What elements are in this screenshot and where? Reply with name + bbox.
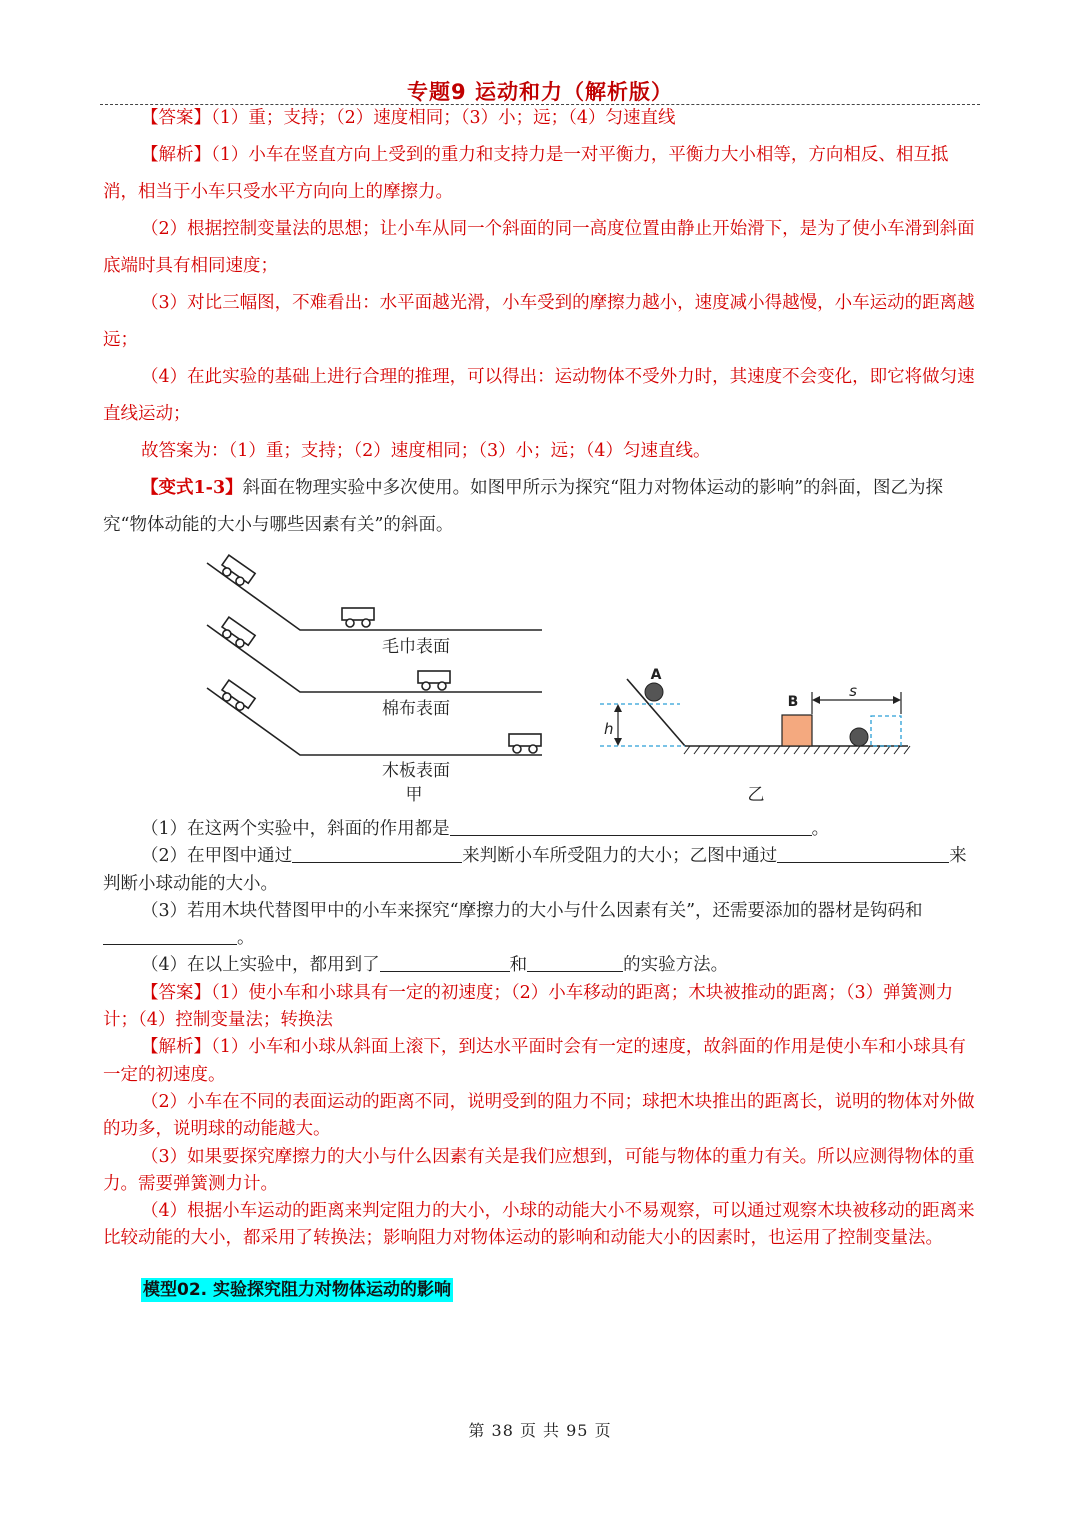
prev-analysis-tag: 【解析】: [141, 145, 211, 165]
question-2-text: （2）在甲图中通过: [141, 846, 293, 867]
question-2-middle: 来判断小车所受阻力的大小；乙图中通过: [462, 846, 778, 867]
prev-answer-text: （1）重；支持；（2）速度相同；（3）小；远；（4）匀速直线: [211, 108, 676, 128]
prev-final-answer: 故答案为：（1）重；支持；（2）速度相同；（3）小；远；（4）匀速直线。: [141, 441, 711, 461]
prev-analysis-p2: （2）根据控制变量法的思想；让小车从同一个斜面的同一高度位置由静止开始滑下，是为了使小车滑到斜面底端时具有相同速度；: [103, 219, 975, 276]
analysis-p2: （2）小车在不同的表面运动的距离不同，说明受到的阻力不同；球把木块推出的距离长，说明的物体对外做的功多，说明球的动能越大。: [103, 1091, 975, 1140]
question-2: [103, 843, 978, 898]
cart-icon: [218, 555, 255, 589]
block-b: [782, 715, 812, 746]
answer-text: （1）使小车和小球具有一定的初速度；（2）小车移动的距离；木块被推动的距离；（3）弹簧测力计；（4）控制变量法；转换法: [103, 982, 954, 1031]
ramp-cotton: [207, 625, 542, 692]
analysis-p1-text: （1）小车和小球从斜面上滚下，到达水平面时会有一定的速度，故斜面的作用是使小车和小球具有一定的初速度。: [103, 1037, 966, 1085]
analysis-p4: （4）根据小车运动的距离来判定阻力的大小，小球的动能大小不易观察，可以通过观察木块被移动的距离来比较动能的大小，都采用了转换法；影响阻力对物体运动的影响和动能大小的因素时，也运用了控制变量法。: [103, 1201, 975, 1249]
block-b-final: [871, 716, 901, 746]
surface-label-cotton: 棉布表面: [382, 699, 450, 719]
ramp-wood: [207, 688, 542, 755]
answer-tag: 【答案】: [141, 982, 211, 1003]
label-s: s: [849, 682, 857, 700]
ball: [850, 728, 868, 746]
prev-analysis-p1: [103, 137, 978, 211]
prev-analysis-p1-text: （1）小车在竖直方向上受到的重力和支持力是一对平衡力，平衡力大小相等，方向相反、相互抵消，相当于小车只受水平方向向上的摩擦力。: [103, 145, 949, 202]
question-1-text: （1）在这两个实验中，斜面的作用都是: [141, 819, 450, 839]
variant-stem-text: 斜面在物理实验中多次使用。如图甲所示为探究“阻力对物体运动的影响”的斜面，图乙为探究“物体动能的大小与哪些因素有关”的斜面。: [103, 478, 944, 535]
analysis-p1: [103, 1034, 978, 1089]
ball-a: [645, 683, 663, 701]
question-3: [103, 898, 978, 953]
prev-answer-tag: 【答案】: [141, 108, 211, 128]
question-2-end: 来判断小球动能的大小。: [103, 846, 967, 894]
question-4: [103, 952, 978, 979]
analysis-p3: （3）如果要探究摩擦力的大小与什么因素有关是我们应想到，可能与物体的重力有关。所以应测得物体的重力。需要弹簧测力计。: [103, 1146, 975, 1194]
model-heading: 模型02. 实验探究阻力对物体运动的影响: [143, 1280, 452, 1300]
prev-analysis-p3: （3）对比三幅图，不难看出：水平面越光滑，小车受到的摩擦力越小，速度减小得越慢，小车运动的距离越远；: [103, 293, 975, 350]
analysis-tag: 【解析】: [141, 1037, 211, 1058]
cart-icon: [218, 680, 255, 714]
surface-label-wood: 木板表面: [382, 761, 450, 781]
answer-blank[interactable]: [527, 953, 623, 972]
figure-caption-jia: 甲: [405, 785, 423, 805]
figure-jia: [207, 555, 542, 755]
page-title: 专题9 运动和力（解析版）: [407, 80, 673, 104]
answer-blank[interactable]: [450, 817, 812, 836]
page-footer: 第 38 页 共 95 页: [468, 1421, 612, 1440]
cart-icon: [218, 617, 255, 651]
prev-answer-line: [103, 100, 978, 137]
label-a: A: [650, 667, 662, 683]
label-b: B: [787, 694, 799, 710]
question-4-end: 的实验方法。: [623, 955, 729, 976]
experiment-figure: [0, 545, 1080, 810]
figure-yi: [600, 667, 910, 754]
figure-caption-yi: 乙: [747, 785, 765, 805]
question-1-end: 。: [811, 819, 830, 839]
question-3-end: 。: [237, 928, 255, 949]
question-4-middle: 和: [509, 955, 528, 976]
question-section: [103, 816, 978, 1253]
prev-answer-section: [103, 100, 978, 544]
question-4-text: （4）在以上实验中，都用到了: [141, 955, 380, 976]
surface-label-towel: 毛巾表面: [382, 637, 450, 657]
variant-tag: 【变式1-3】: [141, 478, 243, 498]
cart-icon: [509, 734, 541, 753]
prev-analysis-p4: （4）在此实验的基础上进行合理的推理，可以得出：运动物体不受外力时，其速度不会变化，即它将做匀速直线运动；: [103, 367, 975, 424]
cart-icon: [342, 608, 374, 627]
label-h: h: [604, 720, 614, 738]
question-3-text: （3）若用木块代替图甲中的小车来探究“摩擦力的大小与什么因素有关”，还需要添加的器材是钩码和: [141, 900, 923, 921]
ground-hatch: [684, 746, 910, 754]
answer-blank[interactable]: [292, 844, 462, 863]
answer-blank[interactable]: [103, 926, 237, 945]
answer-line: [103, 980, 978, 1035]
cart-icon: [418, 671, 450, 690]
question-1: [103, 816, 978, 843]
answer-blank[interactable]: [777, 844, 949, 863]
answer-blank[interactable]: [380, 953, 510, 972]
variant-stem: [103, 470, 978, 544]
